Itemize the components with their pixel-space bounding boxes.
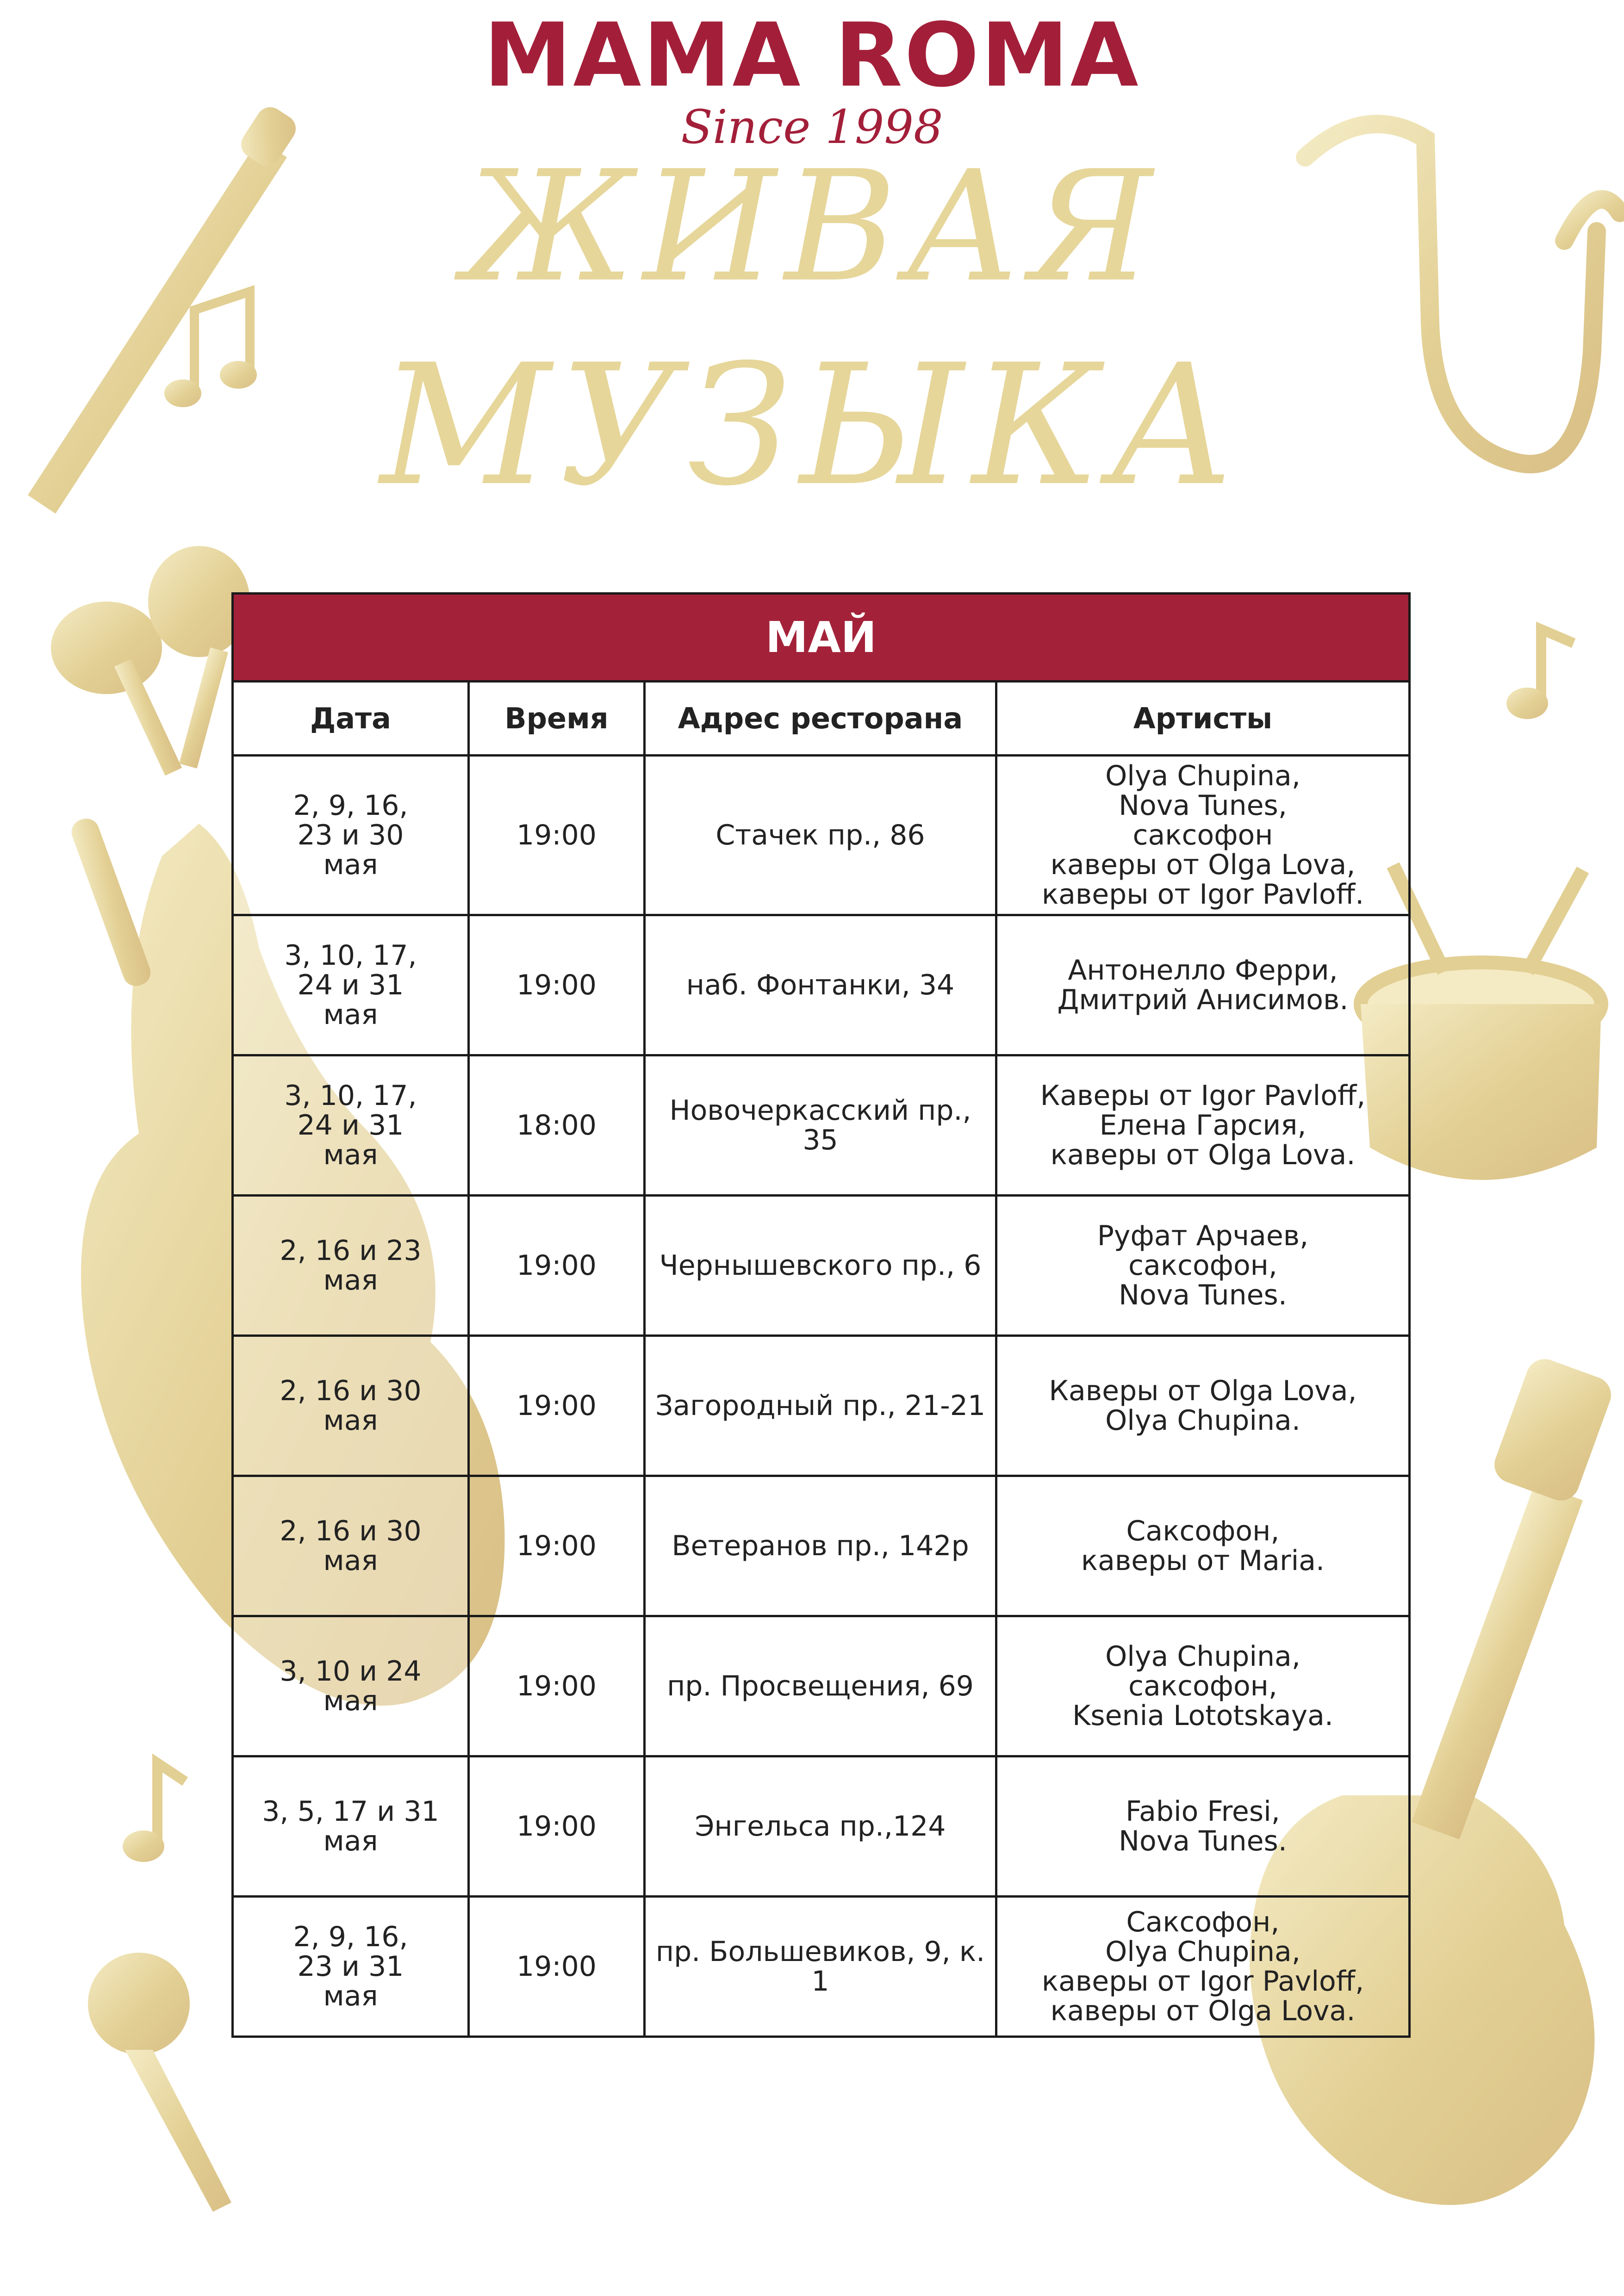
- artist-line: Olya Chupina,: [1105, 1640, 1300, 1673]
- cell-date: [233, 1336, 469, 1476]
- artist-line: Ksenia Lototskaya.: [1072, 1700, 1333, 1732]
- table-row: [233, 1196, 1410, 1336]
- column-header-address: Адрес ресторана: [645, 682, 996, 756]
- cell-time: 19:00: [469, 1756, 645, 1897]
- cell-date: [233, 1616, 469, 1756]
- cell-artists: [996, 1616, 1410, 1756]
- cell-time: 19:00: [469, 1336, 645, 1476]
- cell-address: Загородный пр., 21-21: [645, 1336, 996, 1476]
- month-header-row: [233, 594, 1410, 682]
- artist-line: Елена Гарсия,: [1099, 1109, 1307, 1142]
- artist-line: Руфат Арчаев,: [1097, 1220, 1309, 1252]
- maracas-icon: [51, 546, 250, 776]
- table-row: [233, 1616, 1410, 1756]
- cell-address: Энгельса пр.,124: [645, 1756, 996, 1897]
- table-row: [233, 1055, 1410, 1196]
- date-line: 2, 16 и 30: [280, 1375, 422, 1407]
- date-line: мая: [323, 1825, 378, 1857]
- artist-line: Olya Chupina.: [1105, 1404, 1300, 1437]
- month-title: МАЙ: [233, 594, 1410, 682]
- cell-time: 19:00: [469, 1616, 645, 1756]
- artist-line: саксофон,: [1128, 1670, 1277, 1702]
- artist-line: Fabio Fresi,: [1126, 1795, 1280, 1828]
- headline-line-1: ЖИВАЯ: [463, 138, 1161, 316]
- date-line: мая: [323, 1685, 378, 1717]
- artist-line: Каверы от Olga Lova,: [1049, 1375, 1357, 1407]
- artist-line: каверы от Olga Lova.: [1050, 1995, 1356, 2027]
- artist-line: каверы от Maria.: [1081, 1545, 1325, 1577]
- cell-date: [233, 1756, 469, 1897]
- date-line: мая: [323, 1264, 378, 1297]
- cell-time: 19:00: [469, 1196, 645, 1336]
- cell-date: [233, 1476, 469, 1616]
- table-row: [233, 915, 1410, 1055]
- table-row: [233, 756, 1410, 915]
- artist-line: каверы от Igor Pavloff,: [1041, 1965, 1364, 1998]
- cell-address: Стачек пр., 86: [645, 756, 996, 915]
- cell-time: 19:00: [469, 756, 645, 915]
- artist-line: Каверы от Igor Pavloff,: [1040, 1080, 1366, 1112]
- date-line: 2, 16 и 23: [280, 1235, 422, 1267]
- artist-line: Дмитрий Анисимов.: [1057, 984, 1349, 1016]
- date-line: 23 и 30: [297, 819, 404, 851]
- date-line: 2, 9, 16,: [293, 1921, 408, 1953]
- artist-line: каверы от Olga Lova,: [1050, 849, 1356, 881]
- date-line: мая: [323, 1980, 378, 2012]
- cell-address: Ветеранов пр., 142р: [645, 1476, 996, 1616]
- date-line: мая: [323, 1404, 378, 1437]
- brand-name: MAMA ROMA: [484, 4, 1140, 106]
- date-line: 24 и 31: [297, 969, 404, 1001]
- artist-line: Nova Tunes.: [1119, 1825, 1287, 1857]
- date-line: мая: [323, 1139, 378, 1171]
- column-header-artists: Артисты: [996, 682, 1410, 756]
- date-line: мая: [323, 999, 378, 1031]
- table-row: [233, 1897, 1410, 2037]
- artist-line: Саксофон,: [1126, 1515, 1280, 1547]
- date-line: мая: [323, 1545, 378, 1577]
- cell-time: 19:00: [469, 1897, 645, 2037]
- table-row: [233, 1476, 1410, 1616]
- artist-line: Olya Chupina,: [1105, 1936, 1300, 1968]
- column-header-time: Время: [469, 682, 645, 756]
- artist-line: Nova Tunes.: [1119, 1279, 1287, 1311]
- microphone-icon: [88, 1953, 231, 2212]
- date-line: 3, 10 и 24: [280, 1655, 422, 1688]
- artist-line: Olya Chupina,: [1105, 760, 1300, 792]
- music-note-icon: [1506, 629, 1574, 719]
- cell-artists: [996, 915, 1410, 1055]
- date-line: 3, 10, 17,: [284, 939, 417, 972]
- column-header-row: [233, 682, 1410, 756]
- artist-line: каверы от Olga Lova.: [1050, 1139, 1356, 1171]
- cell-artists: [996, 1476, 1410, 1616]
- date-line: 2, 16 и 30: [280, 1515, 422, 1547]
- cell-date: [233, 915, 469, 1055]
- cell-address: пр. Просвещения, 69: [645, 1616, 996, 1756]
- table-row: [233, 1336, 1410, 1476]
- brand-since: Since 1998: [681, 100, 943, 154]
- date-line: мая: [323, 849, 378, 881]
- column-header-date: Дата: [233, 682, 469, 756]
- artist-line: Саксофон,: [1126, 1906, 1280, 1938]
- cell-time: 19:00: [469, 1476, 645, 1616]
- headline-line-2: МУЗЫКА: [380, 329, 1244, 522]
- cell-artists: [996, 1196, 1410, 1336]
- date-line: 3, 5, 17 и 31: [262, 1795, 439, 1828]
- date-line: 24 и 31: [297, 1109, 404, 1142]
- cell-date: [233, 1196, 469, 1336]
- schedule-body: [233, 756, 1410, 2037]
- date-line: 2, 9, 16,: [293, 789, 408, 822]
- cell-artists: [996, 1055, 1410, 1196]
- cell-artists: [996, 1897, 1410, 2037]
- cell-address: Новочеркасский пр., 35: [645, 1055, 996, 1196]
- cell-date: [233, 1055, 469, 1196]
- cell-address: наб. Фонтанки, 34: [645, 915, 996, 1055]
- cell-time: 18:00: [469, 1055, 645, 1196]
- brand-logo: [463, 4, 1161, 154]
- cell-date: [233, 1897, 469, 2037]
- schedule-table: [231, 592, 1411, 2038]
- artist-line: каверы от Igor Pavloff.: [1041, 878, 1364, 911]
- artist-line: Nova Tunes,: [1119, 789, 1287, 822]
- artist-line: Антонелло Ферри,: [1068, 954, 1338, 987]
- cell-address: Чернышевского пр., 6: [645, 1196, 996, 1336]
- artist-line: саксофон: [1132, 819, 1273, 851]
- table-row: [233, 1756, 1410, 1897]
- artist-line: саксофон,: [1128, 1249, 1277, 1282]
- music-note-icon: [123, 1763, 185, 1862]
- cell-artists: [996, 756, 1410, 915]
- cell-time: 19:00: [469, 915, 645, 1055]
- date-line: 23 и 31: [297, 1950, 404, 1983]
- cell-date: [233, 756, 469, 915]
- cell-artists: [996, 1756, 1410, 1897]
- date-line: 3, 10, 17,: [284, 1080, 417, 1112]
- cell-artists: [996, 1336, 1410, 1476]
- cell-address: пр. Большевиков, 9, к. 1: [645, 1897, 996, 2037]
